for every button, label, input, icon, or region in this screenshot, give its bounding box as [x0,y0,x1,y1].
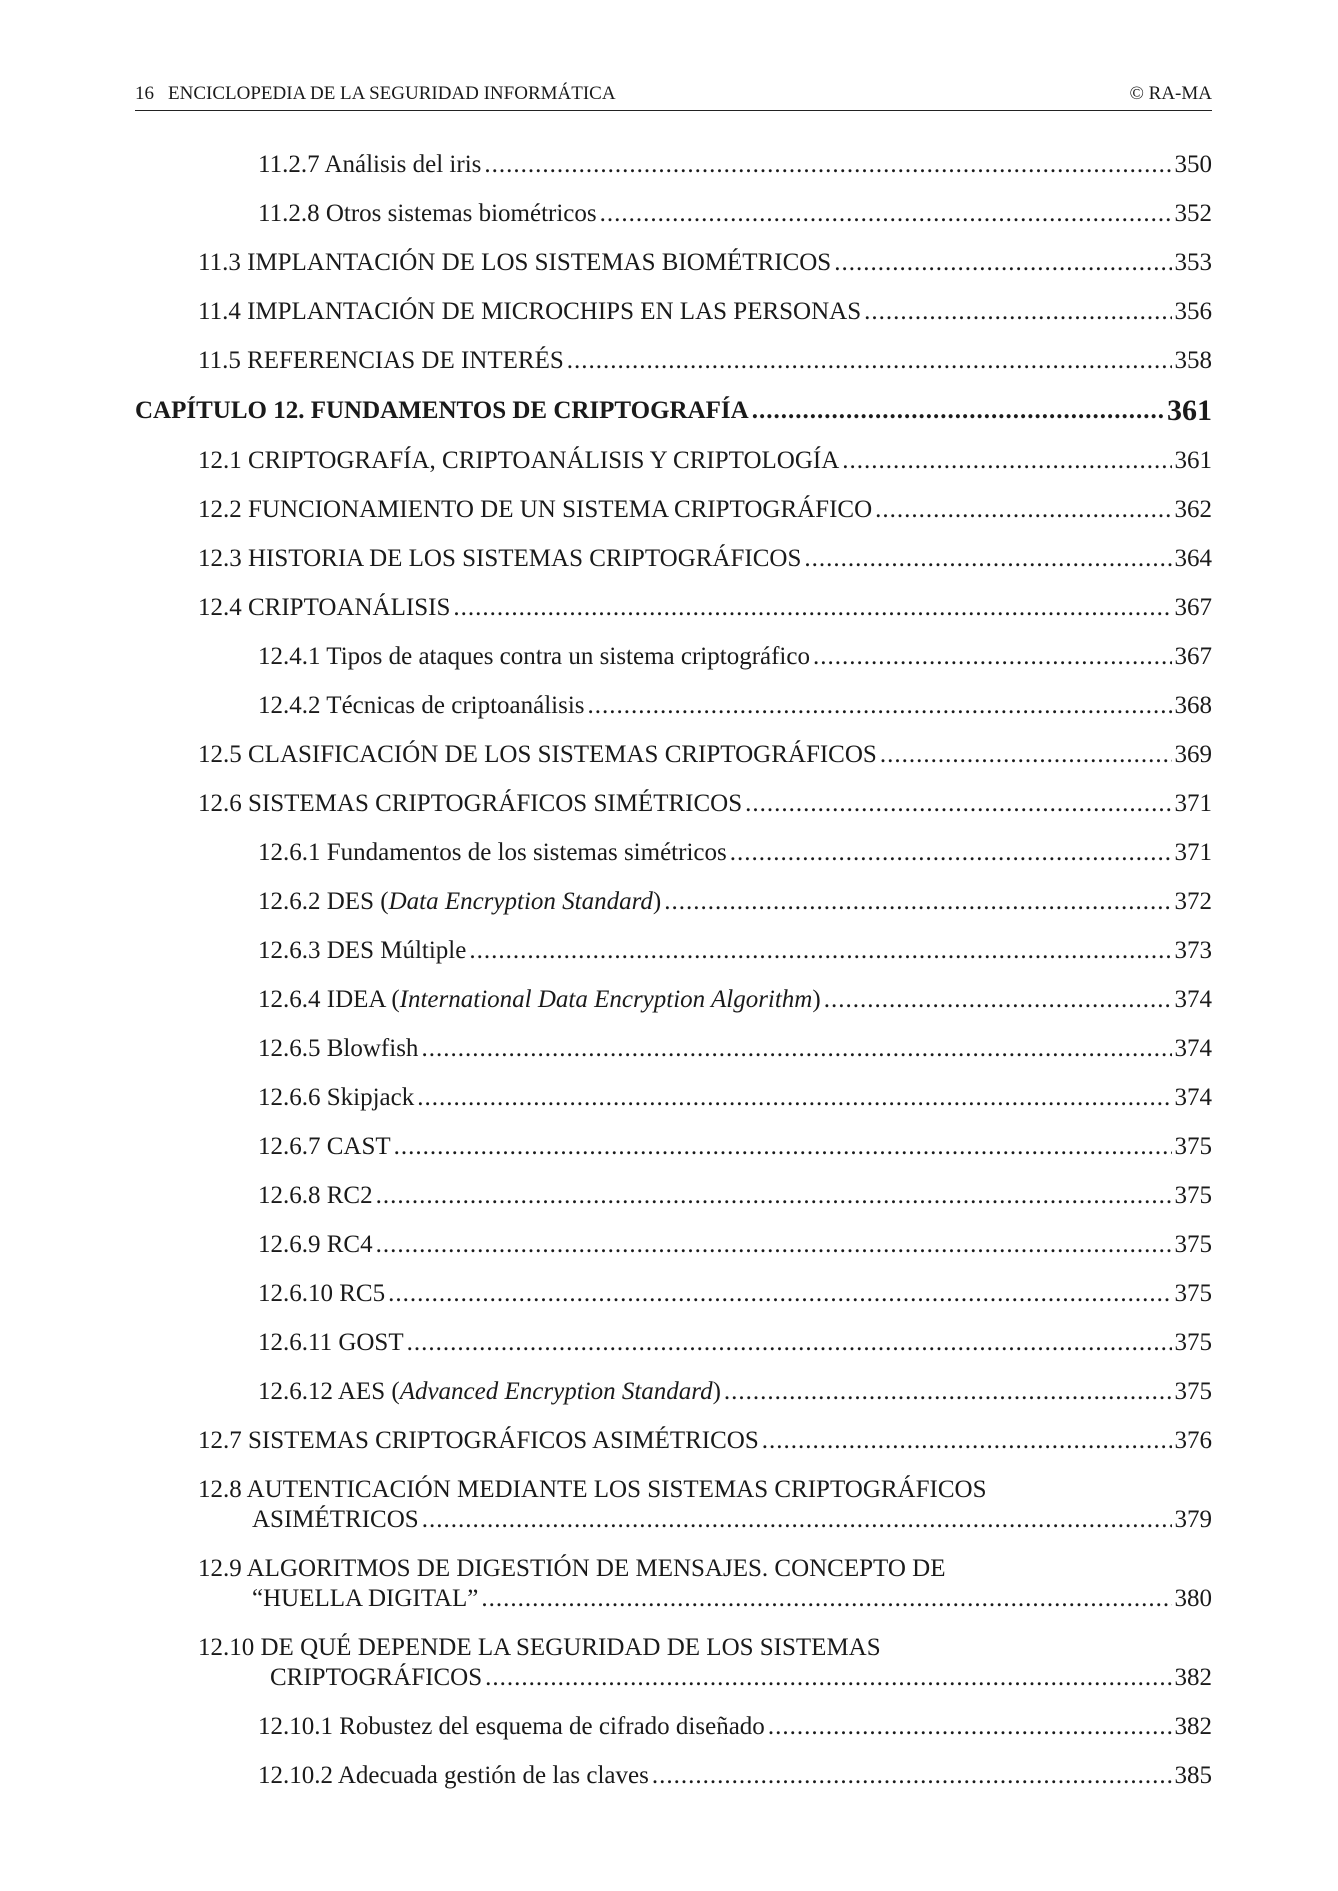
toc-entry: 12.4.1 Tipos de ataques contra un sistema criptográfico ..... 367 [135,642,1212,672]
toc-page-number: 375 [1174,1378,1212,1405]
toc-entry: 12.6.11 GOST ..... 375 [135,1328,1212,1358]
toc-page-number: 350 [1174,151,1212,178]
toc-entry: 12.6.1 Fundamentos de los sistemas simétricos ..... 371 [135,838,1212,868]
toc-entry: 12.6.8 RC2 ..... 375 [135,1181,1212,1211]
toc-page-number: 371 [1174,790,1212,817]
toc-entry: 11.4 IMPLANTACIÓN DE MICROCHIPS EN LAS PERSONAS ..... 356 [135,297,1212,327]
toc-page-number: 358 [1174,347,1212,374]
toc-page-number: 367 [1174,594,1212,621]
toc-page-number: 375 [1174,1329,1212,1356]
publisher: © RA-MA [1129,83,1212,104]
toc-entry: 12.1 CRIPTOGRAFÍA, CRIPTOANÁLISIS Y CRIPTOLOGÍA ..... 361 [135,446,1212,476]
toc-page-number: 372 [1174,888,1212,915]
toc-entry: 12.10 DE QUÉ DEPENDE LA SEGURIDAD DE LOS SISTEMAS CRIPTOGRÁFICOS ..... 382 [135,1633,1212,1693]
toc-page-number: 353 [1174,249,1212,276]
toc-page-number: 374 [1174,1035,1212,1062]
toc-page-number: 374 [1174,1084,1212,1111]
toc-entry: 12.6.12 AES (Advanced Encryption Standard) ..... 375 [135,1377,1212,1407]
toc-entry: 12.6.6 Skipjack ..... 374 [135,1083,1212,1113]
toc-page-number: 379 [1174,1506,1212,1533]
toc-entry: 12.6.10 RC5 ..... 375 [135,1279,1212,1309]
toc-page-number: 385 [1174,1762,1212,1789]
toc-entry: 12.4 CRIPTOANÁLISIS ..... 367 [135,593,1212,623]
toc-entry: 12.7 SISTEMAS CRIPTOGRÁFICOS ASIMÉTRICOS ..... 376 [135,1426,1212,1456]
toc-page-number: 375 [1174,1133,1212,1160]
toc-page-number: 368 [1174,692,1212,719]
toc-page-number: 371 [1174,839,1212,866]
toc-page-number: 376 [1174,1427,1212,1454]
toc-page-number: 382 [1174,1664,1212,1691]
toc-page-number: 373 [1174,937,1212,964]
toc-page-number: 375 [1174,1280,1212,1307]
toc-entry: 11.2.8 Otros sistemas biométricos ..... 352 [135,199,1212,229]
toc-page-number: 361 [1174,447,1212,474]
toc-entry: 12.6 SISTEMAS CRIPTOGRÁFICOS SIMÉTRICOS ..... 371 [135,789,1212,819]
toc-entry: 11.2.7 Análisis del iris ..... 350 [135,150,1212,180]
toc-entry: 12.10.1 Robustez del esquema de cifrado diseñado ..... 382 [135,1712,1212,1742]
running-header [135,78,1212,111]
toc-page-number: 369 [1174,741,1212,768]
toc-entry: 12.5 CLASIFICACIÓN DE LOS SISTEMAS CRIPTOGRÁFICOS ..... 369 [135,740,1212,770]
toc-page-number: 362 [1174,496,1212,523]
toc-entry: 12.4.2 Técnicas de criptoanálisis ..... 368 [135,691,1212,721]
toc-entry: 12.6.7 CAST ..... 375 [135,1132,1212,1162]
toc-entry: 12.8 AUTENTICACIÓN MEDIANTE LOS SISTEMAS CRIPTOGRÁFICOS ASIMÉTRICOS ..... 379 [135,1475,1212,1535]
table-of-contents [135,150,1212,1810]
toc-page-number: 361 [1167,394,1212,427]
page-number: 16 [135,83,154,104]
toc-entry: 12.3 HISTORIA DE LOS SISTEMAS CRIPTOGRÁFICOS ..... 364 [135,544,1212,574]
toc-entry: 12.6.9 RC4 ..... 375 [135,1230,1212,1260]
toc-page-number: 352 [1174,200,1212,227]
toc-entry: 11.3 IMPLANTACIÓN DE LOS SISTEMAS BIOMÉTRICOS ..... 353 [135,248,1212,278]
toc-page-number: 367 [1174,643,1212,670]
toc-entry: 12.6.2 DES (Data Encryption Standard) ..... 372 [135,887,1212,917]
toc-entry: 12.6.3 DES Múltiple ..... 373 [135,936,1212,966]
toc-entry: 12.2 FUNCIONAMIENTO DE UN SISTEMA CRIPTOGRÁFICO ..... 362 [135,495,1212,525]
toc-page-number: 375 [1174,1182,1212,1209]
toc-page-number: 374 [1174,986,1212,1013]
toc-page-number: 380 [1174,1585,1212,1612]
toc-entry: 11.5 REFERENCIAS DE INTERÉS ..... 358 [135,346,1212,376]
toc-chapter-heading: CAPÍTULO 12. FUNDAMENTOS DE CRIPTOGRAFÍA ..... 361 [135,395,1212,427]
toc-entry: 12.9 ALGORITMOS DE DIGESTIÓN DE MENSAJES. CONCEPTO DE “HUELLA DIGITAL” ..... 380 [135,1554,1212,1614]
toc-page-number: 356 [1174,298,1212,325]
book-title: ENCICLOPEDIA DE LA SEGURIDAD INFORMÁTICA [168,83,616,104]
toc-entry: 12.10.2 Adecuada gestión de las claves ..... 385 [135,1761,1212,1791]
toc-entry: 12.6.4 IDEA (International Data Encryption Algorithm) ..... 374 [135,985,1212,1015]
toc-page-number: 382 [1174,1713,1212,1740]
toc-page-number: 375 [1174,1231,1212,1258]
toc-entry: 12.6.5 Blowfish ..... 374 [135,1034,1212,1064]
toc-page-number: 364 [1174,545,1212,572]
